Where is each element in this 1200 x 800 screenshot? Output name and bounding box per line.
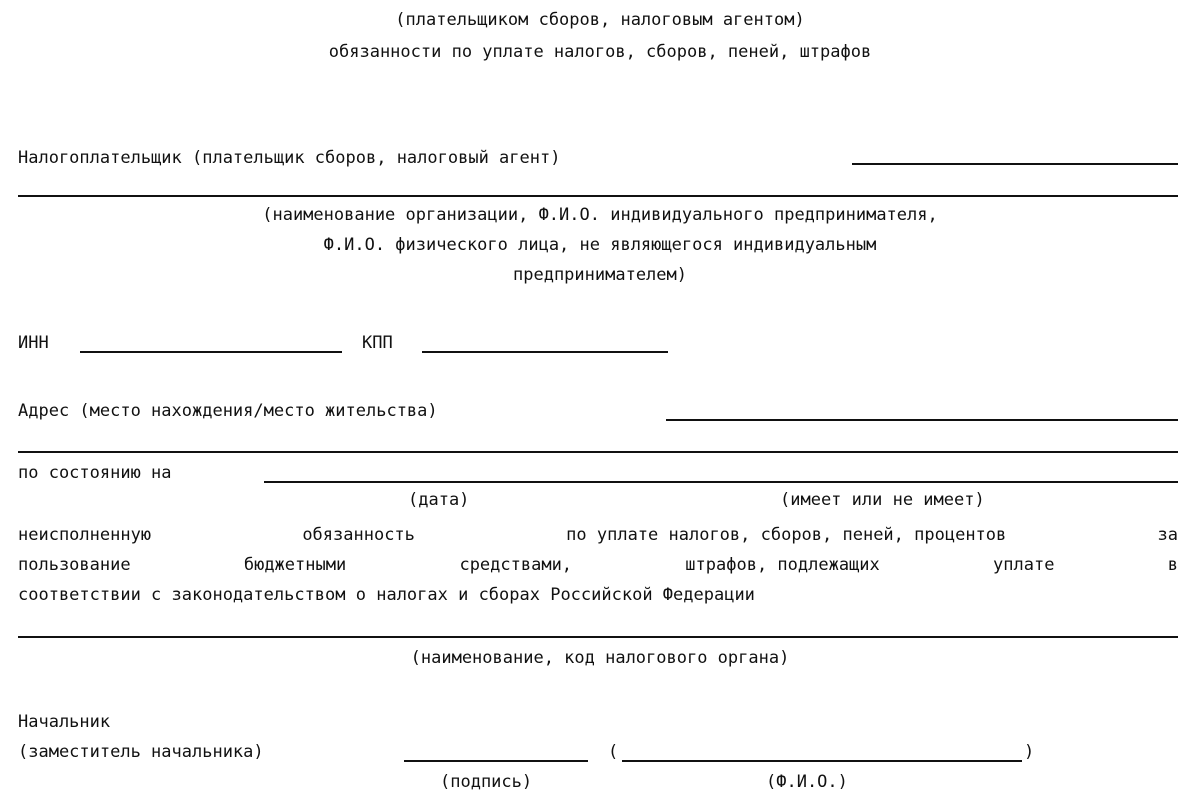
name-close-paren: ) xyxy=(1024,742,1035,762)
address-field-line-2 xyxy=(18,451,1178,453)
taxpayer-name-line xyxy=(18,195,1178,197)
state-date-line xyxy=(264,481,1178,483)
body-word: штрафов, подлежащих xyxy=(685,555,880,575)
taxpayer-caption-2: Ф.И.О. физического лица, не являющегося индивидуальным xyxy=(323,235,877,255)
chief-label: Начальник xyxy=(18,712,111,732)
taxpayer-caption-1: (наименование организации, Ф.И.О. индивидуального предпринимателя, xyxy=(262,205,938,225)
taxpayer-label: Налогоплательщик (плательщик сборов, налоговый агент) xyxy=(18,148,561,168)
body-word: за xyxy=(1157,525,1178,545)
name-open-paren: ( xyxy=(608,742,619,762)
body-word: обязанность xyxy=(302,525,415,545)
inn-label: ИНН xyxy=(18,333,49,353)
state-label: по состоянию на xyxy=(18,463,172,483)
authority-caption: (наименование, код налогового органа) xyxy=(410,648,790,668)
body-line-3: соответствии с законодательством о налогах и сборах Российской Федерации xyxy=(18,585,755,605)
kpp-label: КПП xyxy=(362,333,393,353)
signature-line xyxy=(404,760,588,762)
signature-caption: (подпись) xyxy=(440,772,533,792)
body-word: уплате xyxy=(993,555,1055,575)
address-label: Адрес (место нахождения/место жительства) xyxy=(18,401,438,421)
body-word: по уплате налогов, сборов, пеней, процентов xyxy=(566,525,1007,545)
name-caption: (Ф.И.О.) xyxy=(766,772,848,792)
body-word: в xyxy=(1167,555,1178,575)
taxpayer-caption-3: предпринимателем) xyxy=(513,265,687,285)
date-caption: (дата) xyxy=(408,490,470,510)
body-word: пользование xyxy=(18,555,131,575)
body-word: средствами, xyxy=(459,555,573,575)
name-line xyxy=(622,760,1022,762)
taxpayer-field-line xyxy=(852,163,1178,165)
header-line-1: (плательщиком сборов, налоговым агентом) xyxy=(395,10,805,30)
has-caption: (имеет или не имеет) xyxy=(780,490,985,510)
body-line-2 xyxy=(18,555,1178,575)
kpp-field-line xyxy=(422,351,668,353)
address-field-line xyxy=(666,419,1178,421)
body-line-1 xyxy=(18,525,1178,545)
inn-field-line xyxy=(80,351,342,353)
body-word: неисполненную xyxy=(18,525,152,545)
body-word: бюджетными xyxy=(243,555,347,575)
header-line-2: обязанности по уплате налогов, сборов, пеней, штрафов xyxy=(328,42,872,62)
authority-line xyxy=(18,636,1178,638)
deputy-label: (заместитель начальника) xyxy=(18,742,264,762)
